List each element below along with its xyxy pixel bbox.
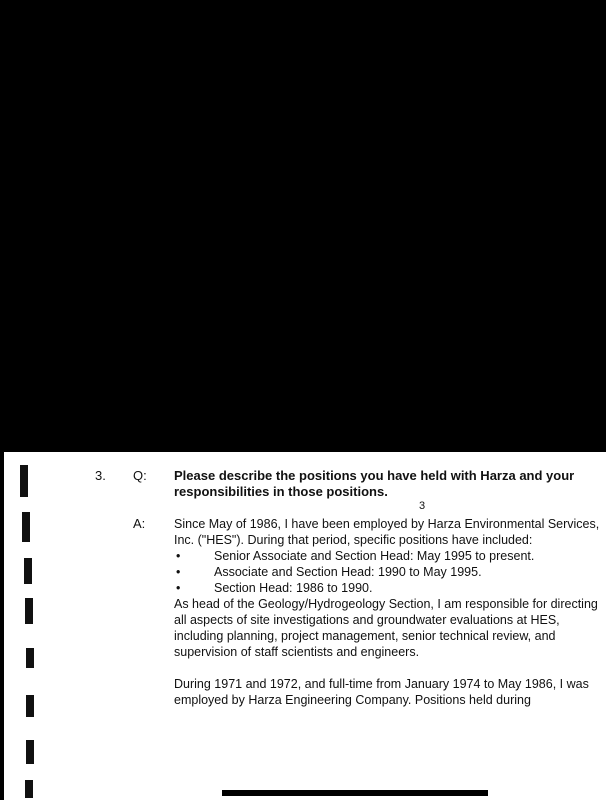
question-number: 3. (95, 468, 106, 483)
margin-mark (26, 695, 34, 717)
bullet-icon: • (176, 549, 181, 563)
answer-intro: Since May of 1986, I have been employed by Harza Environmental Services, Inc. ("HES"). During that period, specific positions have included: (174, 517, 600, 547)
margin-mark (22, 512, 30, 542)
bullet-icon: • (176, 581, 181, 595)
position-item: • Senior Associate and Section Head: May 1995 to present. (176, 549, 535, 563)
position-item: • Section Head: 1986 to 1990. (176, 581, 373, 595)
margin-mark (24, 558, 32, 584)
left-scan-edge (0, 452, 4, 800)
answer-body (174, 516, 604, 708)
answer-marker: A: (133, 516, 146, 531)
margin-mark (25, 780, 33, 798)
position-item: • Associate and Section Head: 1990 to May 1995. (176, 565, 482, 579)
margin-mark (26, 648, 34, 668)
page-number: 3 (419, 500, 426, 512)
employment-history-paragraph: During 1971 and 1972, and full-time from January 1974 to May 1986, I was employed by Harza Engineering Company. Positions held during (174, 677, 589, 707)
responsibilities-paragraph: As head of the Geology/Hydrogeology Section, I am responsible for directing all aspects of site investigations and groundwater evaluations at HES, including planning, project management, senior technical review, and supervision of staff scientists and engineers. (174, 597, 598, 659)
bottom-redaction-bar (222, 790, 488, 796)
question-text: Please describe the positions you have held with Harza and your responsibilities in those positions. (174, 468, 575, 499)
bullet-icon: • (176, 565, 181, 579)
question-marker: Q: (133, 468, 147, 483)
margin-mark (20, 465, 28, 497)
margin-mark (25, 598, 33, 624)
positions-list (174, 548, 604, 596)
margin-mark (26, 740, 34, 764)
